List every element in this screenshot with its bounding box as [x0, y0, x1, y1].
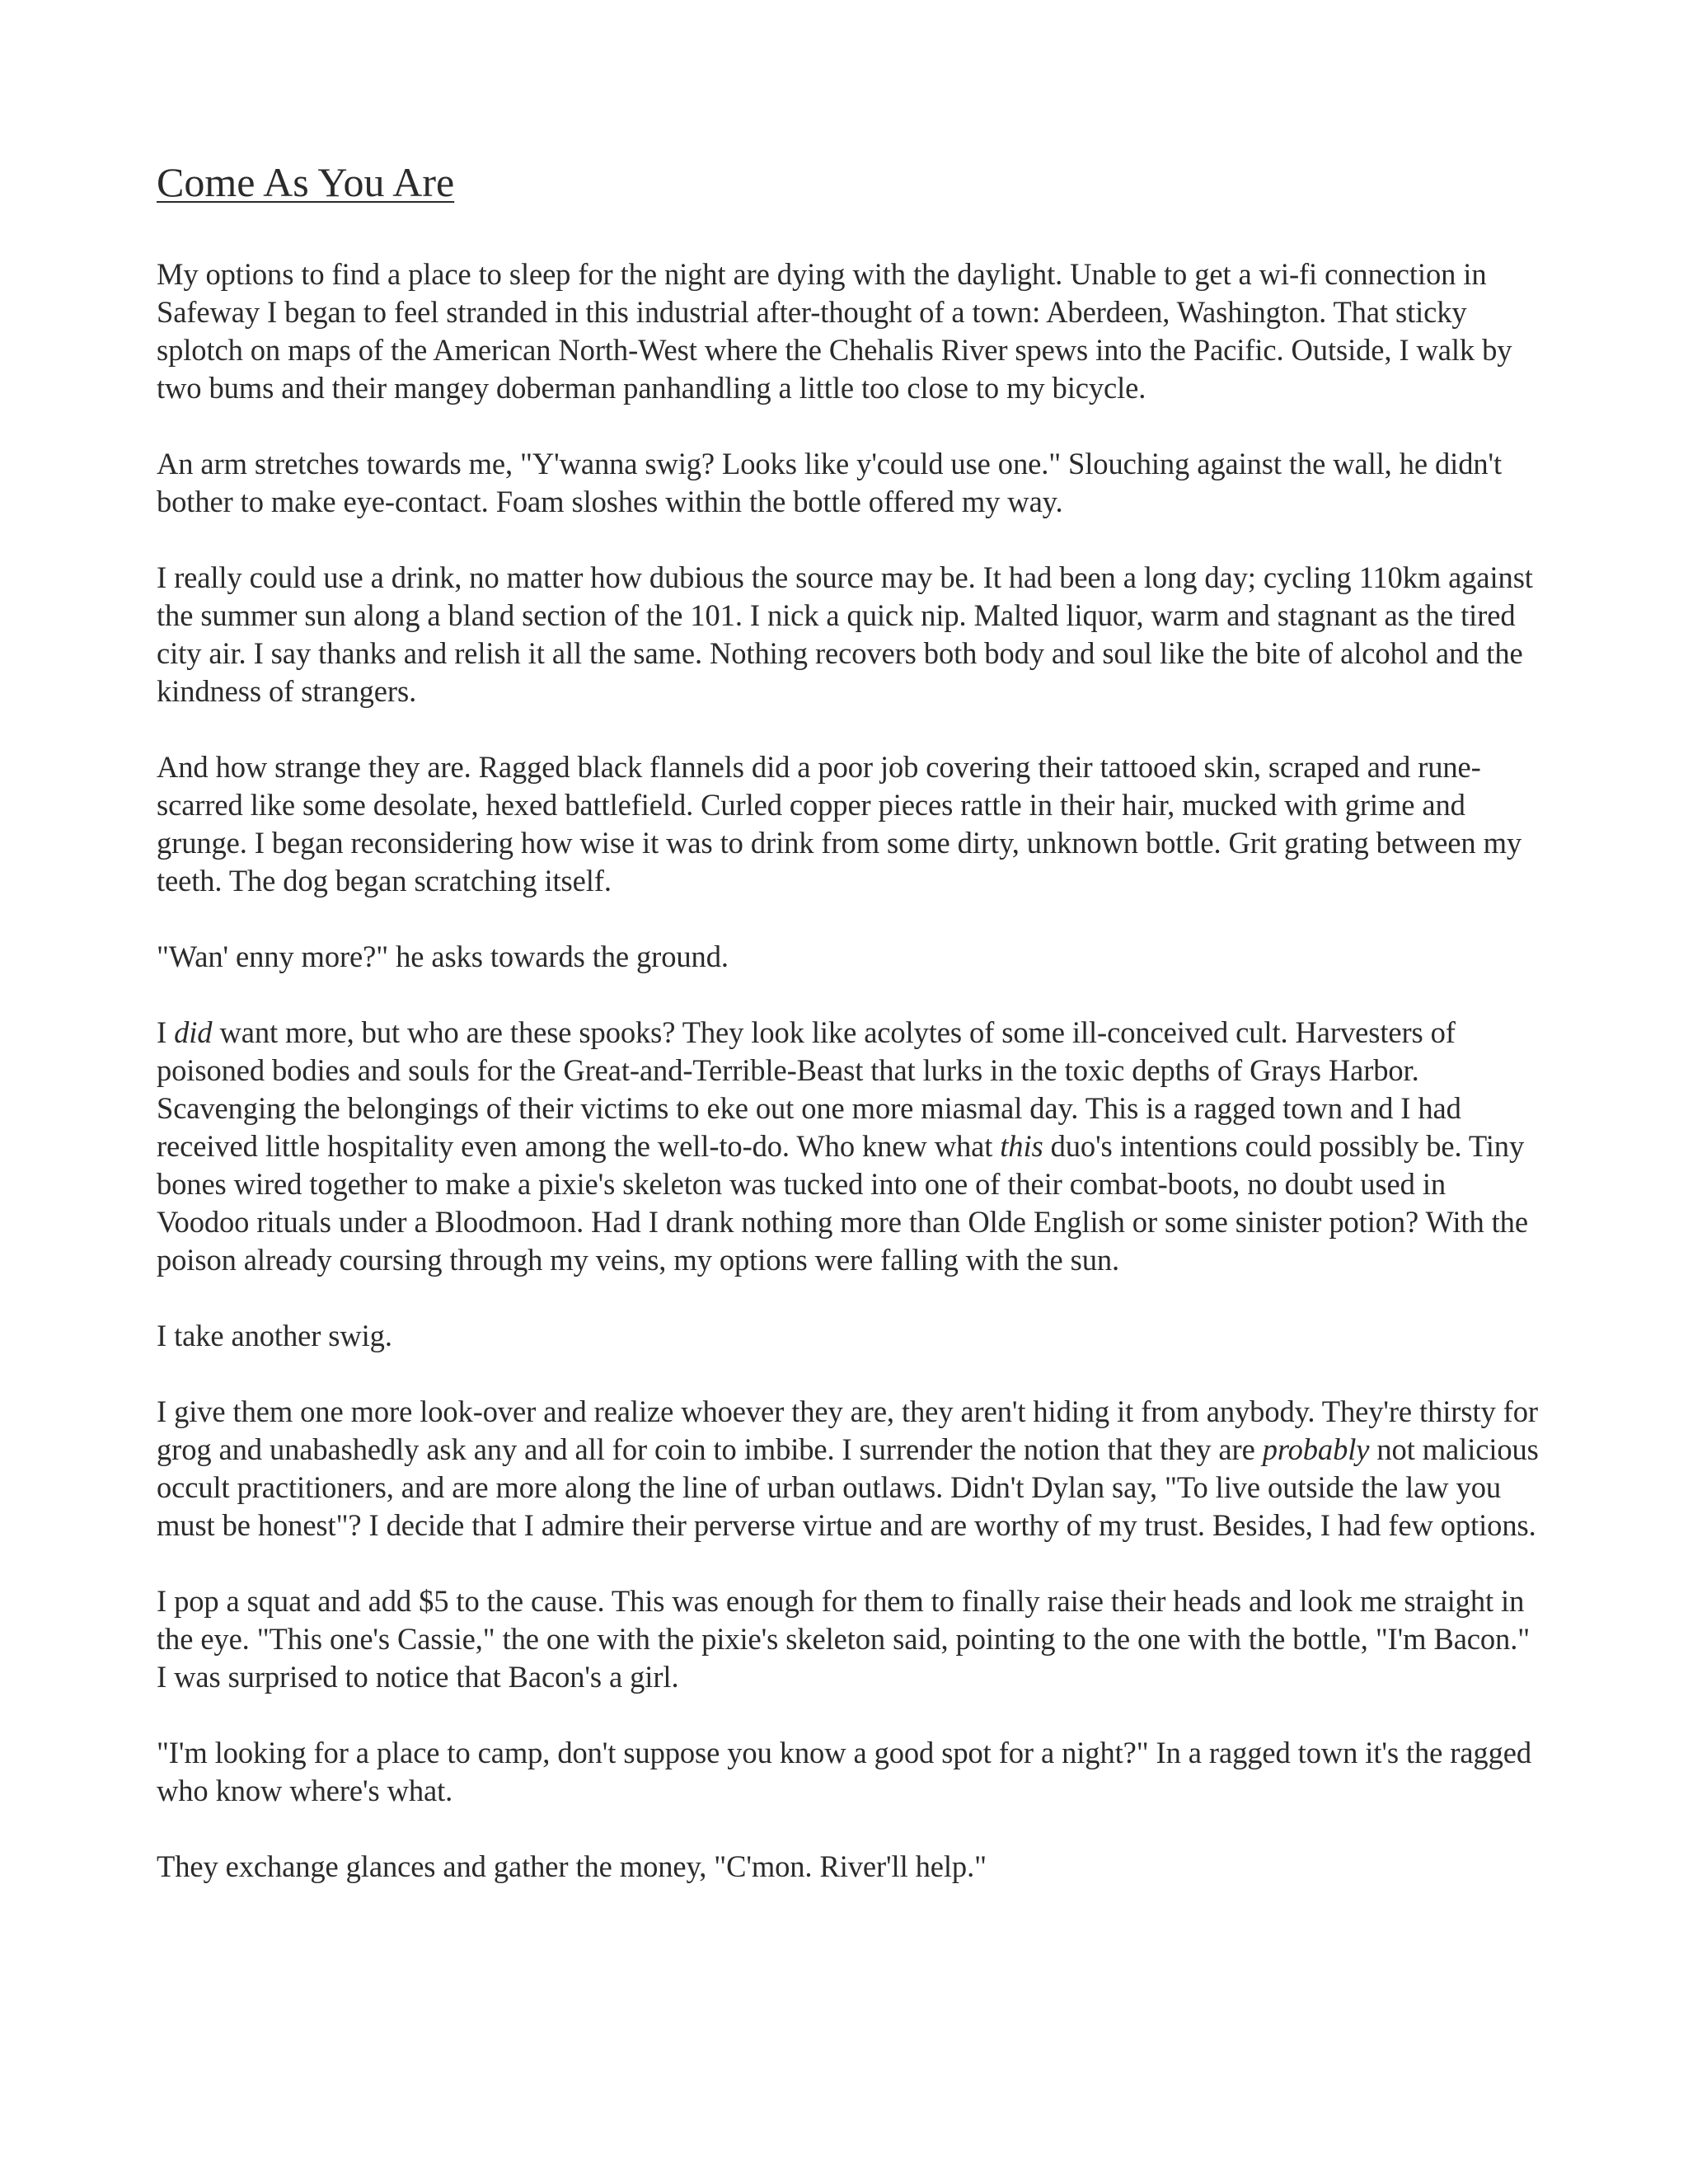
paragraph-7: I take another swig. [157, 1319, 392, 1352]
paragraph-6-text-c: want more, but who are these spooks? They look like acolytes of some ill-conceived cult. Harvesters of poisoned bodies and souls for the Great-and-Terrible-Beast that lurks in the toxic depths of Grays Harbor. Scavenging the belongings of their victims to eke out one more miasmal day. This is a ragged town and I had received little hospitality even among the well-to-do. Who knew what [157, 1015, 1461, 1163]
paragraph-6-emphasis-this: this [1000, 1129, 1043, 1163]
paragraph-6-emphasis-did: did [174, 1015, 213, 1049]
document-body [157, 157, 1541, 1886]
paragraph-10: "I'm looking for a place to camp, don't suppose you know a good spot for a night?" In a ragged town it's the ragged who know where's what. [157, 1736, 1531, 1807]
paragraph-4: And how strange they are. Ragged black flannels did a poor job covering their tattooed skin, scraped and rune-scarred like some desolate, hexed battlefield. Curled copper pieces rattle in their hair, mucked with grime and grunge. I began reconsidering how wise it was to drink from some dirty, unknown bottle. Grit grating between my teeth. The dog began scratching itself. [157, 750, 1522, 898]
paragraph-11: They exchange glances and gather the money, "C'mon. River'll help." [157, 1849, 987, 1883]
paragraph-3: I really could use a drink, no matter how dubious the source may be. It had been a long day; cycling 110km against the summer sun along a bland section of the 101. I nick a quick nip. Malted liquor, warm and stagnant as the tired city air. I say thanks and relish it all the same. Nothing recovers both body and soul like the bite of alcohol and the kindness of strangers. [157, 560, 1533, 708]
paragraph-8-text-c: not malicious occult practitioners, and are more along the line of urban outlaws. Didn't Dylan say, "To live outside the law you must be honest"? I decide that I admire their perverse virtue and are worthy of my trust. Besides, I had few options. [157, 1432, 1539, 1542]
paragraph-2: An arm stretches towards me, "Y'wanna swig? Looks like y'could use one." Slouching against the wall, he didn't bother to make eye-contact. Foam sloshes within the bottle offered my way. [157, 447, 1503, 518]
paragraph-9: I pop a squat and add $5 to the cause. This was enough for them to finally raise their heads and look me straight in the eye. "This one's Cassie," the one with the pixie's skeleton said, pointing to the one with the bottle, "I'm Bacon." I was surprised to notice that Bacon's a girl. [157, 1584, 1531, 1694]
paragraph-8 [157, 1393, 1541, 1544]
paragraph-5: "Wan' enny more?" he asks towards the ground. [157, 940, 729, 973]
page-title: Come As You Are [157, 159, 455, 205]
paragraph-1: My options to find a place to sleep for the night are dying with the daylight. Unable to get a wi-fi connection in Safeway I began to feel stranded in this industrial after-thought of a town: Aberdeen, Washington. That sticky splotch on maps of the American North-West where the Chehalis River spews into the Pacific. Outside, I walk by two bums and their mangey doberman panhandling a little too close to my bicycle. [157, 257, 1512, 405]
paragraph-6-text-e: duo's intentions could possibly be. Tiny bones wired together to make a pixie's skeleton was tucked into one of their combat-boots, no doubt used in Voodoo rituals under a Bloodmoon. Had I drank nothing more than Olde English or some sinister potion? With the poison already coursing through my veins, my options were falling with the sun. [157, 1129, 1528, 1277]
paragraph-8-text-a: I give them one more look-over and realize whoever they are, they aren't hiding it from anybody. They're thirsty for grog and unabashedly ask any and all for coin to imbibe. I surrender the notion that they are [157, 1394, 1538, 1466]
paragraph-6-text-a: I [157, 1015, 175, 1049]
paragraph-8-emphasis-probably: probably [1262, 1432, 1370, 1466]
paragraph-6 [157, 1014, 1541, 1279]
